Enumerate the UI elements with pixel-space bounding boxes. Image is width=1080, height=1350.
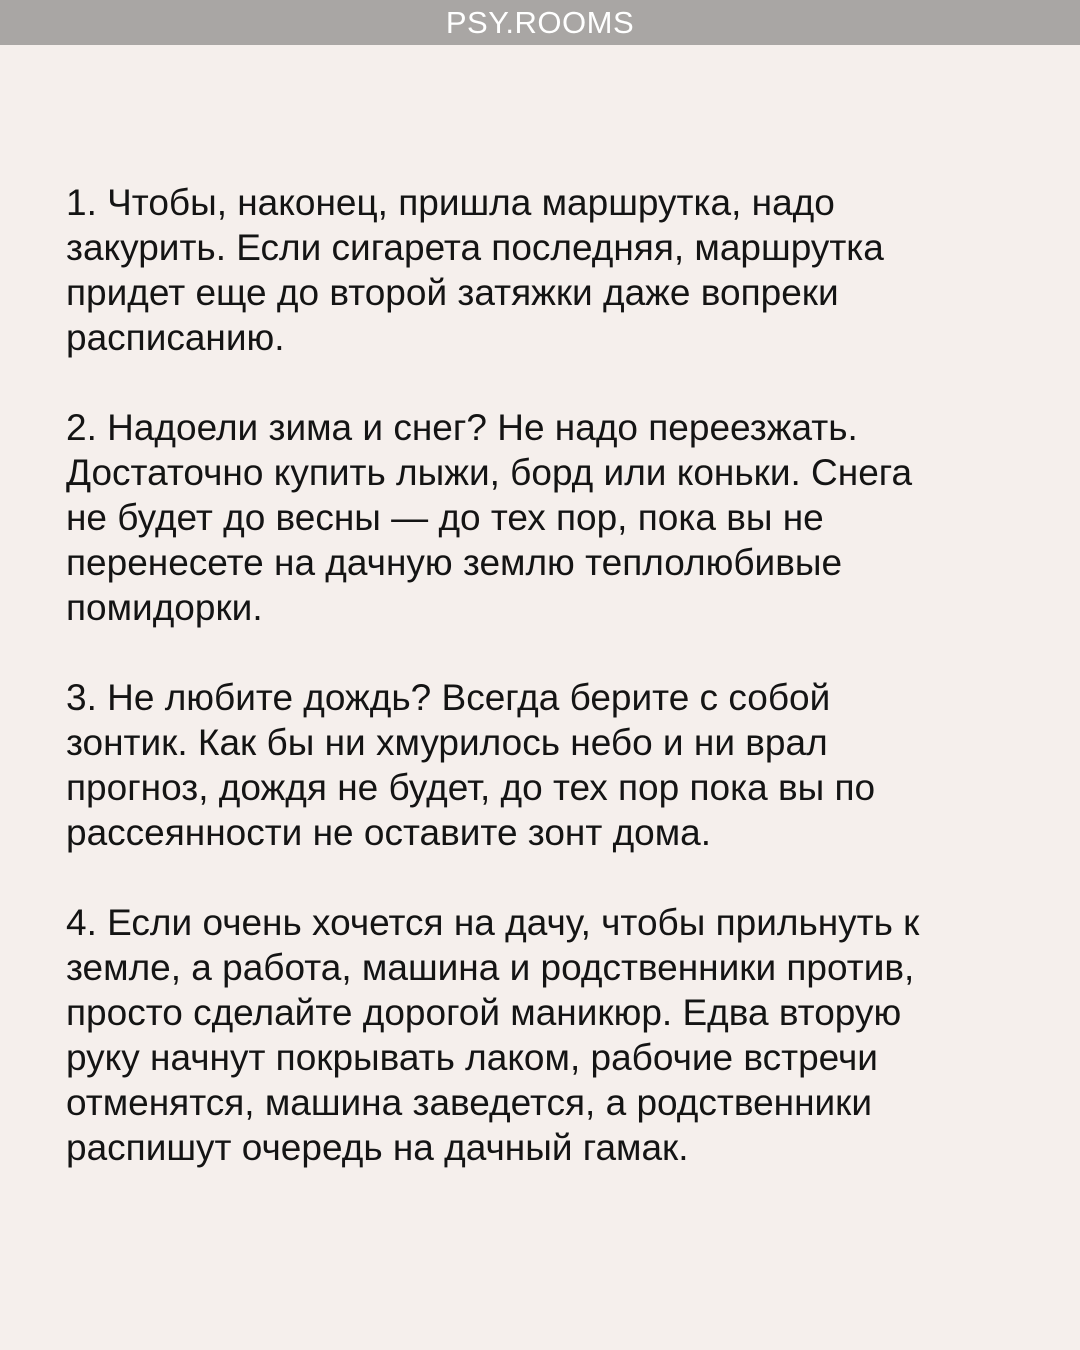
paragraph-1: 1. Чтобы, наконец, пришла маршрутка, надо закурить. Если сигарета последняя, маршрутка придет еще до второй затяжки даже вопреки расписанию. bbox=[66, 182, 884, 358]
paragraph-3: 3. Не любите дождь? Всегда берите с собой зонтик. Как бы ни хмурилось небо и ни врал прогноз, дождя не будет, до тех пор пока вы по рассеянности не оставите зонт дома. bbox=[66, 677, 876, 853]
brand-title: PSY.ROOMS bbox=[445, 5, 635, 40]
paragraph-2: 2. Надоели зима и снег? Не надо переезжать. Достаточно купить лыжи, борд или коньки. Снега не будет до весны — до тех пор, пока вы не перенесете на дачную землю теплолюбивые помидорки. bbox=[66, 407, 913, 628]
paragraph-4: 4. Если очень хочется на дачу, чтобы прильнуть к земле, а работа, машина и родственники против, просто сделайте дорогой маникюр. Едва вторую руку начнут покрывать лаком, рабочие встречи отменятся, машина заведется, а родственники распишут очередь на дачный гамак. bbox=[66, 902, 920, 1168]
text-content bbox=[66, 180, 1006, 1215]
header-bar bbox=[0, 0, 1080, 45]
